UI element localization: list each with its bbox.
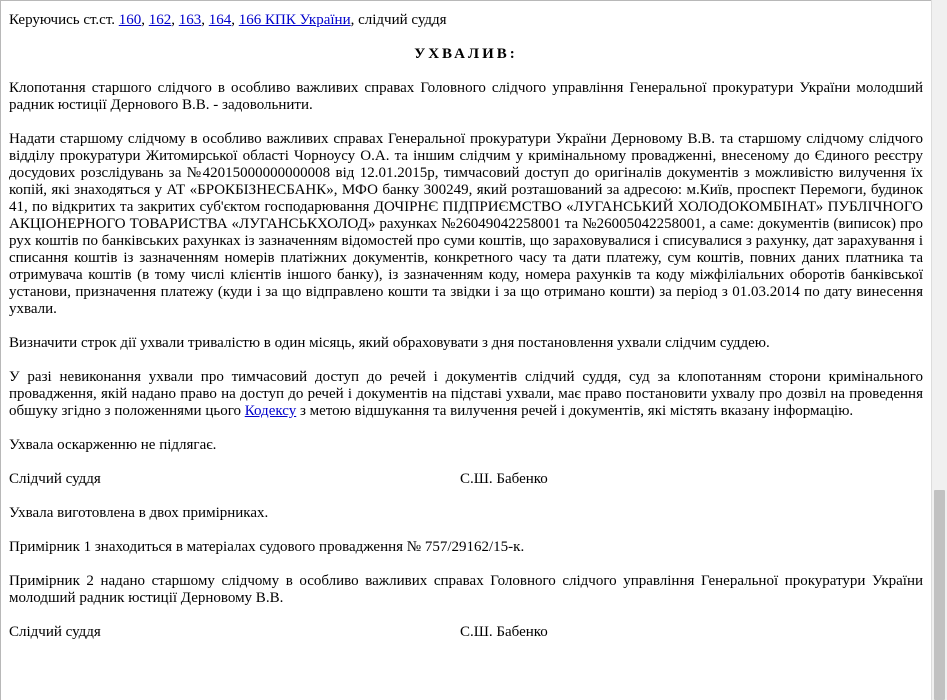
intro-prefix: Керуючись ст.ст. bbox=[9, 12, 119, 28]
paragraph-access-granted: Надати старшому слідчому в особливо важливих справах Генеральної прокуратури України Дерновому В.В. та старшому слідчому слідчого відділу прокуратури Житомирської області Чорноусу О.А. та іншим слідчим у кримінальному провадженні, внесеному до Єдиного реєстру досудових розслідувань за №42015000000000008 від 12.01.2015р, тимчасовий доступ до оригіналів документів з можливістю вилучення їх копій, які знаходяться у АТ «БРОКБІЗНЕСБАНК», МФО банку 300249, який розташований за адресою: м.Київ, проспект Перемоги, будинок 41, по відкритих та закритих суб'єктом господарювання ДОЧІРНЄ ПІДПРИЄМСТВО «ЛУГАНСЬКИЙ ХОЛОДОКОМБІНАТ» ПУБЛІЧНОГО АКЦІОНЕРНОГО ТОВАРИСТВА «ЛУГАНСЬКХОЛОД» рахунках №26049042258001 та №26005042258001, а саме: документів (виписок) про рух коштів по банківських рахунках із зазначенням відомостей про суми коштів, що зараховувалися і списувалися з рахунку, дат зарахування і списання коштів із зазначенням номерів платіжних документів, конкретного часу та дати платежу, сум коштів, повних даних платника та отримувача коштів (в тому числі клієнтів іншого банку), із зазначенням коду, номера рахунків та коду міжфіліальних оборотів банківської установи, призначення платежу (куди і за що відправлено кошти та звідки і за що отримано кошти) за період з 01.03.2014 по дату винесення ухвали. bbox=[9, 131, 923, 317]
non-compliance-text-start: У разі невиконання ухвали про тимчасовий доступ до речей і документів слідчий суддя, суд за клопотанням сторони кримінального провадження, якій надано право на доступ до речей і документів на підставі ухвали, має право постановити ухвалу про дозвіл на проведення обшуку згідно з положеннями цього bbox=[9, 369, 923, 419]
article-link-160[interactable]: 160 bbox=[118, 12, 142, 28]
signature-block-2 bbox=[9, 624, 923, 641]
document-content bbox=[1, 1, 931, 641]
vertical-scrollbar[interactable] bbox=[931, 0, 947, 700]
paragraph-copies: Ухвала виготовлена в двох примірниках. bbox=[9, 505, 269, 521]
signature-name: С.Ш. Бабенко bbox=[460, 624, 548, 640]
paragraph-no-appeal: Ухвала оскарженню не підлягає. bbox=[9, 437, 217, 453]
code-link[interactable]: Кодексу bbox=[244, 403, 297, 419]
paragraph-motion-granted: Клопотання старшого слідчого в особливо важливих справах Головного слідчого управління Генеральної прокуратури України молодший радник юстиції Дернового В.В. - задовольнити. bbox=[9, 80, 923, 113]
article-link-163[interactable]: 163 bbox=[178, 12, 202, 28]
ruling-title: УХВАЛИВ: bbox=[414, 46, 518, 62]
paragraph-copy-2: Примірник 2 надано старшому слідчому в особливо важливих справах Головного слідчого управління Генеральної прокуратури України молодший радник юстиції Дерновому В.В. bbox=[9, 573, 923, 606]
scrollbar-thumb[interactable] bbox=[934, 490, 945, 700]
signature-block-1 bbox=[9, 471, 923, 488]
paragraph-non-compliance bbox=[9, 369, 923, 420]
article-link-164[interactable]: 164 bbox=[208, 12, 232, 28]
intro-line: Керуючись ст.ст. 160, 162, 163, 164, 166 КПК України, слідчий суддя bbox=[9, 12, 447, 28]
non-compliance-text-end: з метою відшукання та вилучення речей і документів, які містять вказану інформацію. bbox=[296, 403, 854, 419]
signature-role: Слідчий суддя bbox=[9, 624, 101, 640]
paragraph-copy-1: Примірник 1 знаходиться в матеріалах судового провадження № 757/29162/15-к. bbox=[9, 539, 525, 555]
signature-role: Слідчий суддя bbox=[9, 471, 101, 487]
signature-name: С.Ш. Бабенко bbox=[460, 471, 548, 487]
paragraph-validity-term: Визначити строк дії ухвали тривалістю в один місяць, який обраховувати з дня постановлення ухвали слідчим суддею. bbox=[9, 335, 770, 351]
article-link-162[interactable]: 162 bbox=[148, 12, 172, 28]
intro-suffix: , слідчий суддя bbox=[350, 12, 447, 28]
article-link-166-kpk[interactable]: 166 КПК України bbox=[238, 12, 351, 28]
